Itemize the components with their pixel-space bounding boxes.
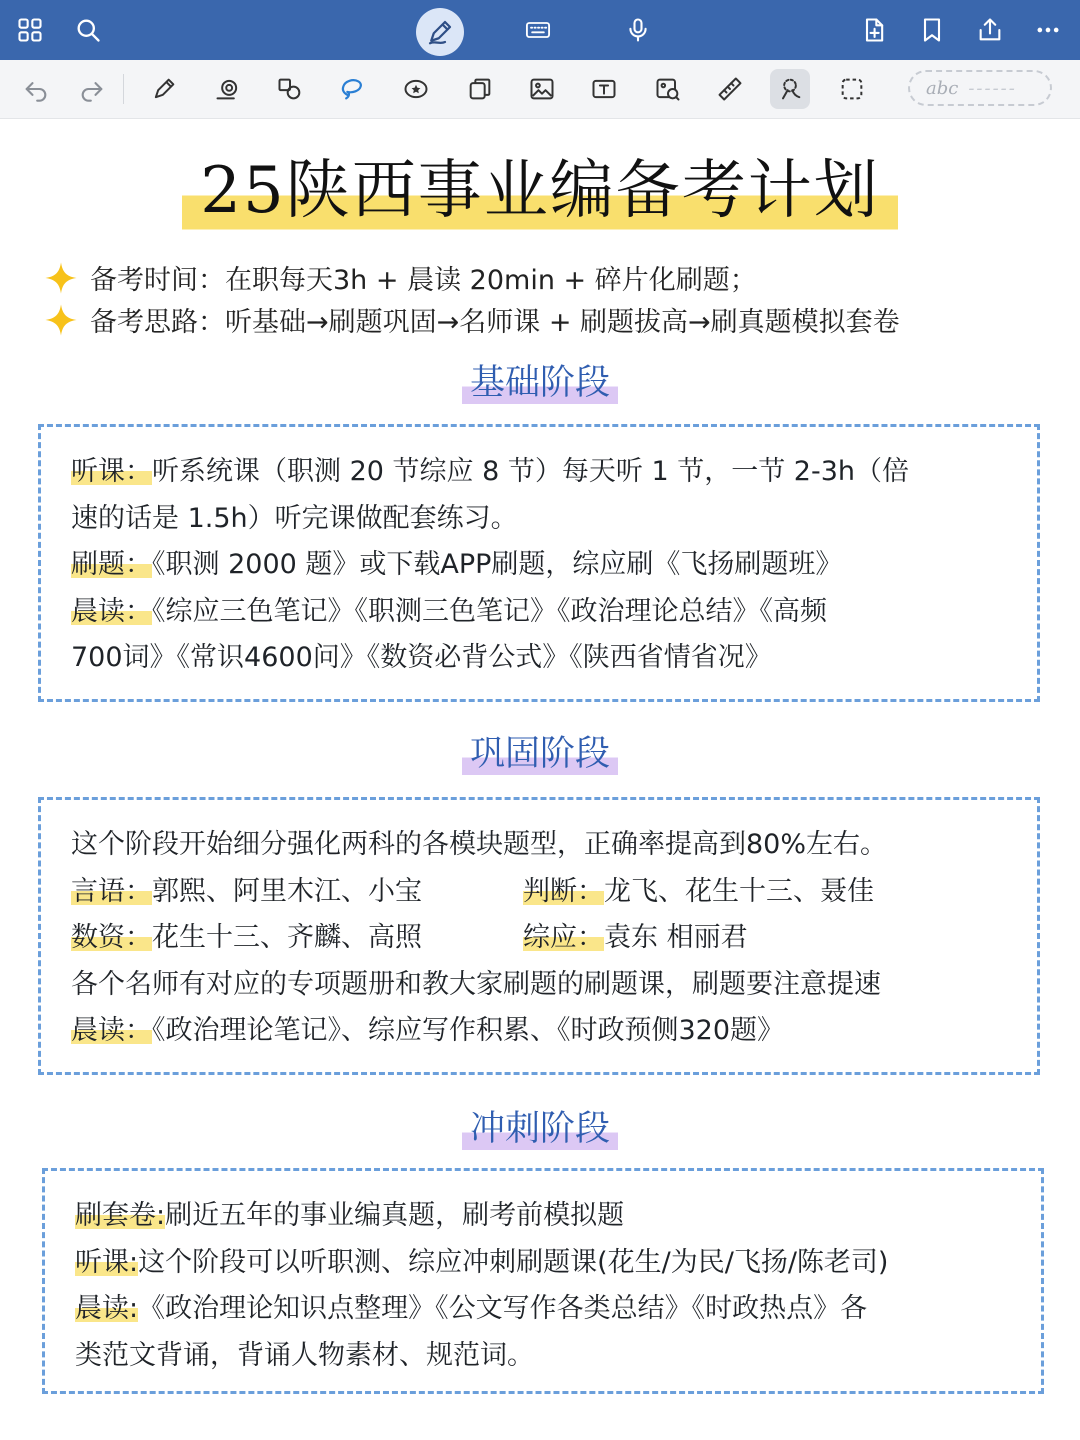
section-title-text: 巩固阶段 xyxy=(462,731,618,777)
selection-box-tool-icon[interactable] xyxy=(832,69,872,109)
toolbar-divider xyxy=(123,74,124,104)
bullet-text: 备考时间：在职每天3h + 晨读 20min + 碎片化刷题； xyxy=(90,265,757,296)
section-title-sprint xyxy=(0,1106,1080,1152)
text-recognition-field[interactable] xyxy=(908,70,1052,106)
note-title-area xyxy=(0,145,1080,237)
item-label: 晨读： xyxy=(71,595,152,627)
bullet-study-approach xyxy=(44,300,900,339)
bullet-study-time xyxy=(44,258,757,297)
elements-tool-icon[interactable] xyxy=(460,69,500,109)
list-item xyxy=(71,635,1015,682)
teacher-row xyxy=(71,915,1015,962)
placeholder-dash-line: ------ xyxy=(968,77,1017,99)
section-box-sprint xyxy=(42,1168,1044,1394)
item-label: 听课： xyxy=(71,456,152,487)
item-text: 类范文背诵，背诵人物素材、规范词。 xyxy=(75,1339,534,1371)
drawing-toolbar xyxy=(0,60,1080,119)
teacher-row xyxy=(71,869,1015,916)
item-text: 郭熙、阿里木江、小宝 xyxy=(152,875,422,907)
item-label: 综应： xyxy=(523,922,604,953)
section-note-line: 各个名师有对应的专项题册和教大家刷题的刷题课，刷题要注意提速 xyxy=(71,968,881,1000)
item-text: 《职测 2000 题》或下载APP刷题，综应刷《飞扬刷题班》 xyxy=(152,549,843,580)
section-title-text: 冲刺阶段 xyxy=(462,1106,618,1152)
item-text: 《综应三色笔记》《职测三色笔记》《政治理论总结》《高频 xyxy=(152,595,827,627)
app-bar xyxy=(0,0,1080,60)
section-title-text: 基础阶段 xyxy=(462,360,618,406)
pen-mode-icon[interactable] xyxy=(416,8,464,56)
share-icon[interactable] xyxy=(972,12,1008,48)
text-tool-icon[interactable] xyxy=(584,69,624,109)
item-label: 数资： xyxy=(71,922,152,953)
item-label: 判断： xyxy=(523,875,604,907)
text-field-placeholder: abc xyxy=(926,77,959,99)
item-text: 听系统课（职测 20 节综应 8 节）每天听 1 节，一节 2-3h（倍 xyxy=(152,456,910,487)
section-title-consolidation xyxy=(0,731,1080,777)
item-text: 速的话是 1.5h）听完课做配套练习。 xyxy=(71,502,518,534)
list-item xyxy=(71,1008,1015,1055)
item-label: 听课: xyxy=(75,1246,139,1278)
item-label: 言语： xyxy=(71,875,152,907)
redo-icon[interactable] xyxy=(72,69,112,109)
section-title-foundation xyxy=(0,360,1080,406)
sparkle-star-icon xyxy=(44,261,78,295)
sticker-tool-icon[interactable] xyxy=(396,69,436,109)
list-item xyxy=(71,542,1015,589)
section-intro: 这个阶段开始细分强化两科的各模块题型，正确率提高到80%左右。 xyxy=(71,829,888,860)
image-tool-icon[interactable] xyxy=(522,69,562,109)
pen-tool-icon[interactable] xyxy=(144,69,184,109)
keyboard-icon[interactable] xyxy=(520,12,556,48)
undo-icon[interactable] xyxy=(16,69,56,109)
list-item xyxy=(75,1333,1019,1380)
item-text: 刷近五年的事业编真题，刷考前模拟题 xyxy=(165,1200,625,1231)
laser-pointer-tool-icon[interactable] xyxy=(770,69,810,109)
grid-icon[interactable] xyxy=(12,12,48,48)
bullet-text: 备考思路：听基础→刷题巩固→名师课 + 刷题拔高→刷真题模拟套卷 xyxy=(90,307,900,338)
more-icon[interactable] xyxy=(1030,12,1066,48)
section-box-foundation xyxy=(38,424,1040,702)
item-text: 这个阶段可以听职测、综应冲刺刷题课(花生/为民/飞扬/陈老司) xyxy=(138,1246,889,1278)
search-icon[interactable] xyxy=(70,12,106,48)
item-label: 刷套卷: xyxy=(75,1200,166,1231)
item-text: 龙飞、花生十三、聂佳 xyxy=(604,875,874,907)
page-title: 25陕西事业编备考计划 xyxy=(182,145,897,237)
item-text: 袁东 相丽君 xyxy=(604,922,748,953)
item-label: 晨读： xyxy=(71,1015,152,1046)
list-item xyxy=(71,589,1015,636)
list-item xyxy=(75,1240,1019,1287)
ruler-tool-icon[interactable] xyxy=(710,69,750,109)
lasso-tool-icon[interactable] xyxy=(332,69,372,109)
shapes-tool-icon[interactable] xyxy=(270,69,310,109)
section-box-consolidation xyxy=(38,797,1040,1075)
microphone-icon[interactable] xyxy=(620,12,656,48)
add-page-icon[interactable] xyxy=(856,12,892,48)
item-label: 刷题： xyxy=(71,549,152,580)
eraser-tool-icon[interactable] xyxy=(208,69,248,109)
list-item xyxy=(75,1193,1019,1240)
list-item xyxy=(71,449,1015,496)
sparkle-star-icon xyxy=(44,303,78,337)
item-text: 700词》《常识4600问》《数资必背公式》《陕西省情省况》 xyxy=(71,642,772,673)
item-label: 晨读: xyxy=(75,1293,139,1324)
item-text: 《政治理论知识点整理》《公文写作各类总结》《时政热点》各 xyxy=(138,1293,868,1324)
item-text: 《政治理论笔记》、综应写作积累、《时政预侧320题》 xyxy=(152,1015,785,1046)
list-item xyxy=(75,1286,1019,1333)
camera-image-tool-icon[interactable] xyxy=(648,69,688,109)
bookmark-icon[interactable] xyxy=(914,12,950,48)
item-text: 花生十三、齐麟、高照 xyxy=(152,922,422,953)
list-item xyxy=(71,496,1015,543)
